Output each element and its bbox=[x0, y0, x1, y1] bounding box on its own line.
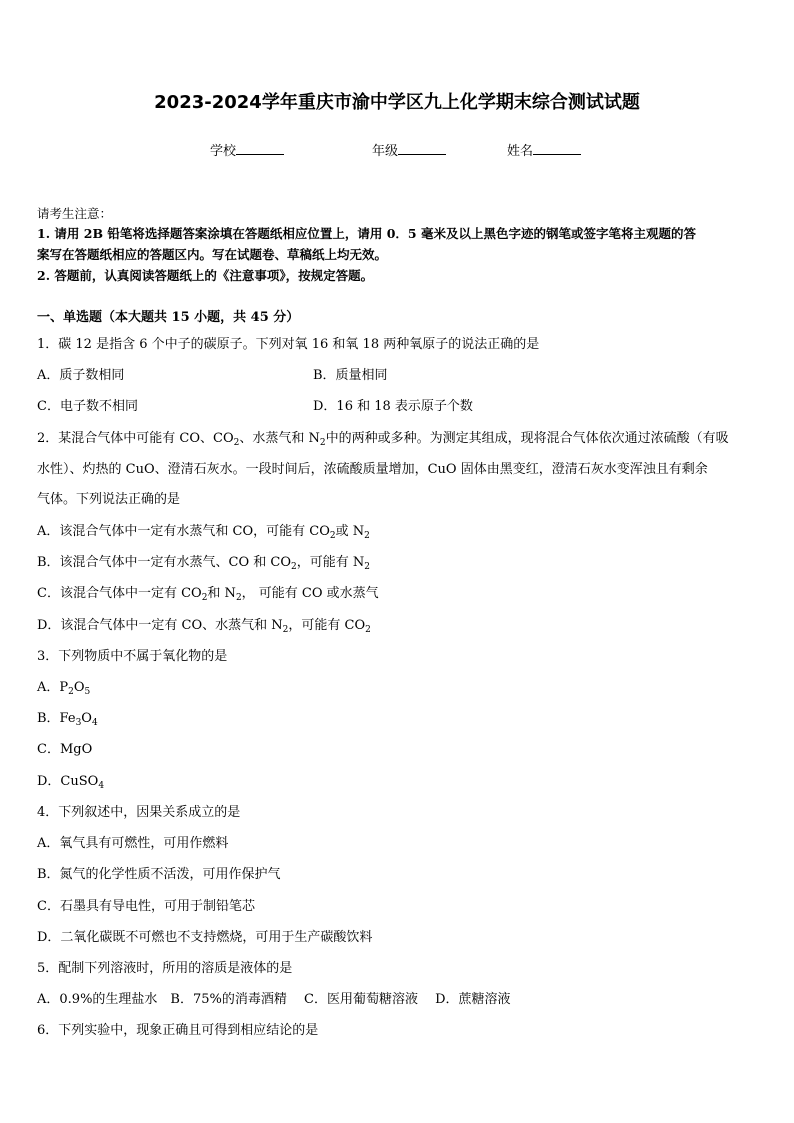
page-title: 2023-2024学年重庆市渝中学区九上化学期末综合测试试题 bbox=[154, 92, 640, 113]
name-field: 姓名 bbox=[507, 140, 581, 159]
q3-option-a: A．$P_2O_5$ bbox=[37, 680, 91, 697]
q2-option-c: C．该混合气体中一定有 $CO_2$和 $N_2$， 可能有 CO 或水蒸气 bbox=[37, 586, 379, 603]
notice-heading: 请考生注意： bbox=[37, 206, 113, 221]
section-heading: 一、单选题（本大题共 15 小题，共 45 分） bbox=[37, 310, 300, 325]
q4-option-c: C．石墨具有导电性，可用于制铅笔芯 bbox=[37, 899, 255, 914]
q3-option-c: C．MgO bbox=[37, 742, 93, 757]
q2-option-a: A．该混合气体中一定有水蒸气和 CO，可能有 $CO_2$或 $N_2$ bbox=[37, 524, 370, 541]
question-2-stem-1: 2．某混合气体中可能有 CO、$CO_2$、水蒸气和 $N_2$中的两种或多种。为测定其组成，现将混合气体依次通过浓硫酸（有吸 bbox=[37, 431, 729, 448]
question-4-stem: 4．下列叙述中，因果关系成立的是 bbox=[37, 805, 241, 820]
question-2-stem-2: 水性）、灼热的 CuO、澄清石灰水。一段时间后，浓硫酸质量增加，CuO 固体由黑变红，澄清石灰水变浑浊且有剩余 bbox=[37, 462, 708, 477]
q1-option-c: C．电子数不相同 bbox=[37, 399, 138, 414]
question-5-stem: 5．配制下列溶液时，所用的溶质是液体的是 bbox=[37, 961, 293, 976]
school-field: 学校 bbox=[210, 140, 284, 159]
notice-line-3: 2. 答题前，认真阅读答题纸上的《注意事项》，按规定答题。 bbox=[37, 268, 374, 283]
q2-option-b: B．该混合气体中一定有水蒸气、CO 和 $CO_2$，可能有 $N_2$ bbox=[37, 555, 371, 572]
question-6-stem: 6．下列实验中，现象正确且可得到相应结论的是 bbox=[37, 1023, 319, 1038]
q1-option-a: A．质子数相同 bbox=[37, 368, 125, 383]
q4-option-d: D．二氧化碳既不可燃也不支持燃烧，可用于生产碳酸饮料 bbox=[37, 930, 373, 945]
question-3-stem: 3．下列物质中不属于氧化物的是 bbox=[37, 649, 228, 664]
q5-options: A．0.9%的生理盐水 B．75%的消毒酒精 C．医用葡萄糖溶液 D．蔗糖溶液 bbox=[37, 992, 511, 1007]
question-1-stem: 1．碳 12 是指含 6 个中子的碳原子。下列对氧 16 和氧 18 两种氧原子的说法正确的是 bbox=[37, 337, 540, 352]
q4-option-b: B．氮气的化学性质不活泼，可用作保护气 bbox=[37, 867, 281, 882]
q2-option-d: D．该混合气体中一定有 CO、水蒸气和 $N_2$，可能有 $CO_2$ bbox=[37, 618, 371, 635]
notice-line-2: 案写在答题纸相应的答题区内。写在试题卷、草稿纸上均无效。 bbox=[37, 247, 388, 262]
grade-field: 年级 bbox=[372, 140, 446, 159]
q3-option-d: D．CuSO$_4$ bbox=[37, 774, 105, 791]
notice-line-1: 1. 请用 2B 铅笔将选择题答案涂填在答题纸相应位置上，请用 0．5 毫米及以上黑色字迹的钢笔或签字笔将主观题的答 bbox=[37, 226, 696, 241]
q1-option-d: D．16 和 18 表示原子个数 bbox=[313, 399, 473, 414]
q1-option-b: B．质量相同 bbox=[313, 368, 388, 383]
q4-option-a: A．氧气具有可燃性，可用作燃料 bbox=[37, 836, 229, 851]
q3-option-b: B．$Fe_3O_4$ bbox=[37, 711, 98, 728]
question-2-stem-3: 气体。下列说法正确的是 bbox=[37, 492, 181, 507]
